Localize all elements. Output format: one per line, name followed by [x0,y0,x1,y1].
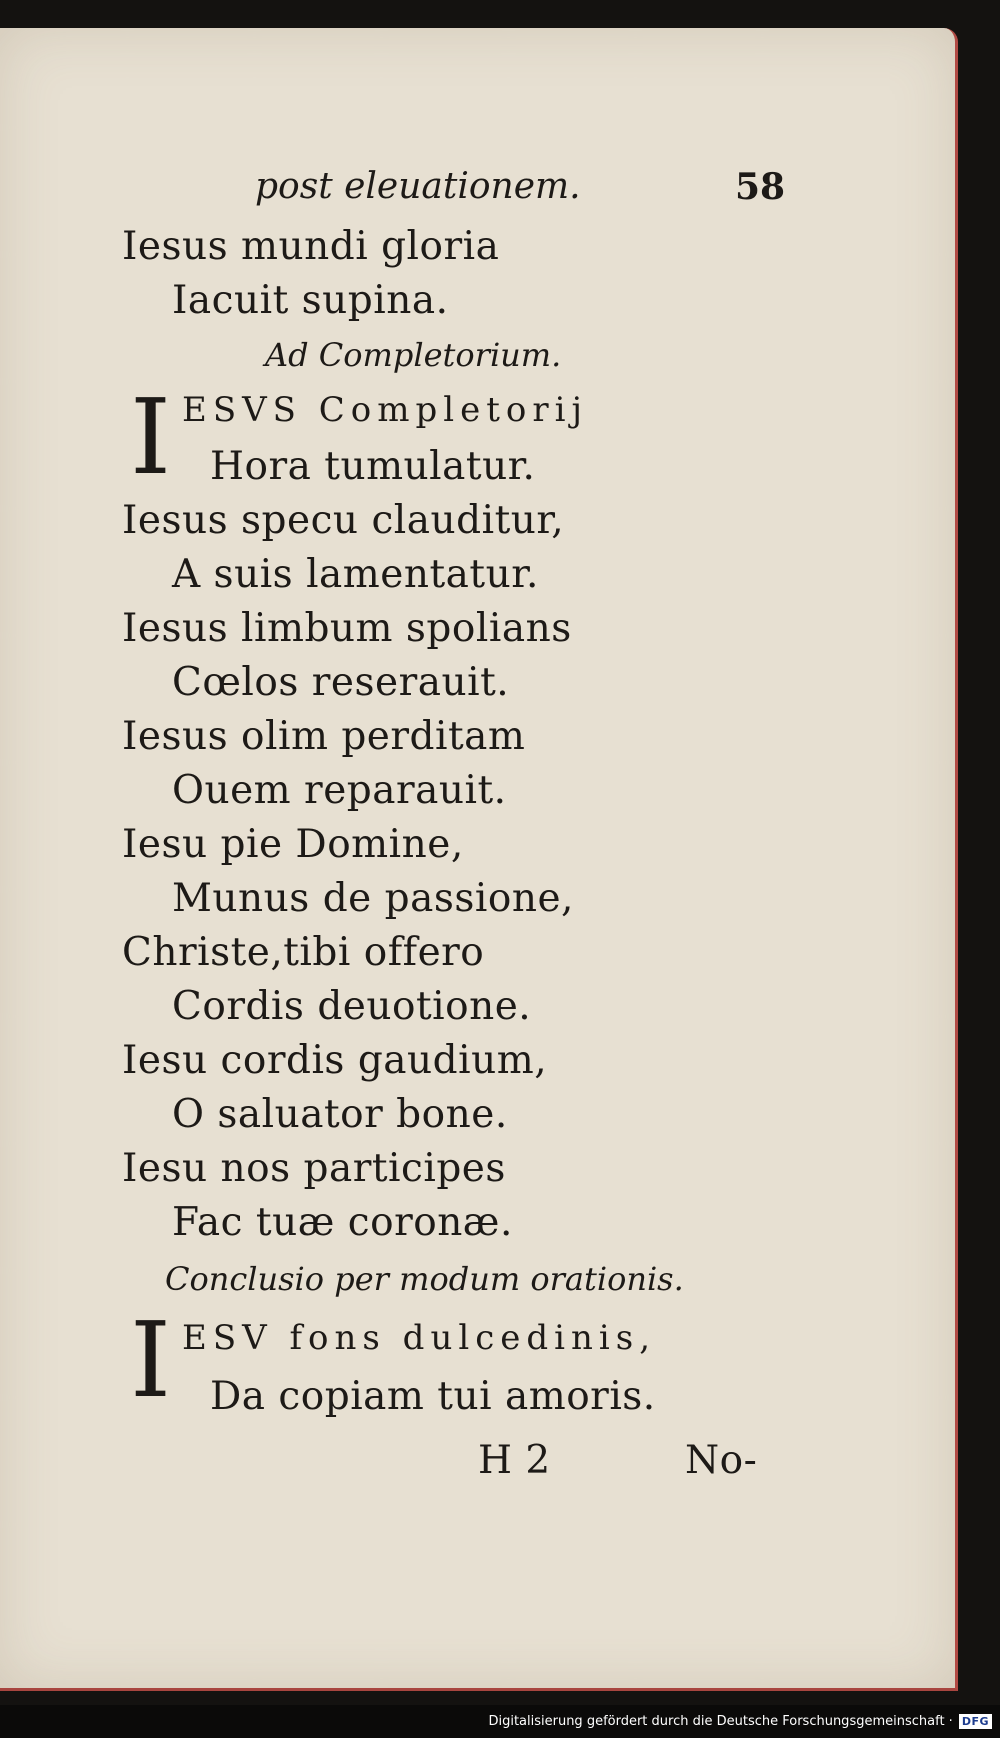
verse-line: Fac tuæ coronæ. [172,1200,513,1245]
verse-line: A suis lamentatur. [172,552,539,597]
verse-line: ESVS Completorij [182,390,589,430]
verse-line: Iesu cordis gaudium, [122,1038,548,1083]
drop-initial: I [130,1299,172,1421]
drop-initial: I [130,376,172,498]
section-heading: Conclusio per modum orationis. [165,1260,684,1298]
verse-line: Iesus mundi gloria [122,224,500,269]
section-heading: Ad Completorium. [265,336,562,374]
verse-line: ESV fons dulcedinis, [182,1318,657,1358]
verse-line: Iacuit supina. [172,278,449,323]
verse-line: Cœlos reserauit. [172,660,510,705]
verse-line: Cordis deuotione. [172,984,532,1029]
verse-line: Iesu nos participes [122,1146,506,1191]
verse-line: Ouem reparauit. [172,768,507,813]
credit-text: Digitalisierung gefördert durch die Deutsche Forschungsgemeinschaft · [488,1714,953,1729]
page-number: 58 [735,166,786,208]
verse-line: Iesus specu clauditur, [122,498,565,543]
verse-line: O saluator bone. [172,1092,508,1137]
catchword: No- [685,1438,758,1483]
verse-line: Munus de passione, [172,876,574,921]
signature-mark: H 2 [478,1438,551,1483]
verse-line: Christe,tibi offero [122,930,485,975]
credit-bar [0,1705,1000,1738]
verse-line: Da copiam tui amoris. [210,1374,656,1419]
verse-line: Hora tumulatur. [210,444,536,489]
verse-line: Iesus olim perditam [122,714,526,759]
verse-line: Iesu pie Domine, [122,822,464,867]
verse-line: Iesus limbum spolians [122,606,572,651]
book-page [0,28,958,1691]
dfg-logo: DFG [959,1714,992,1729]
running-head: post eleuationem. [255,166,581,207]
